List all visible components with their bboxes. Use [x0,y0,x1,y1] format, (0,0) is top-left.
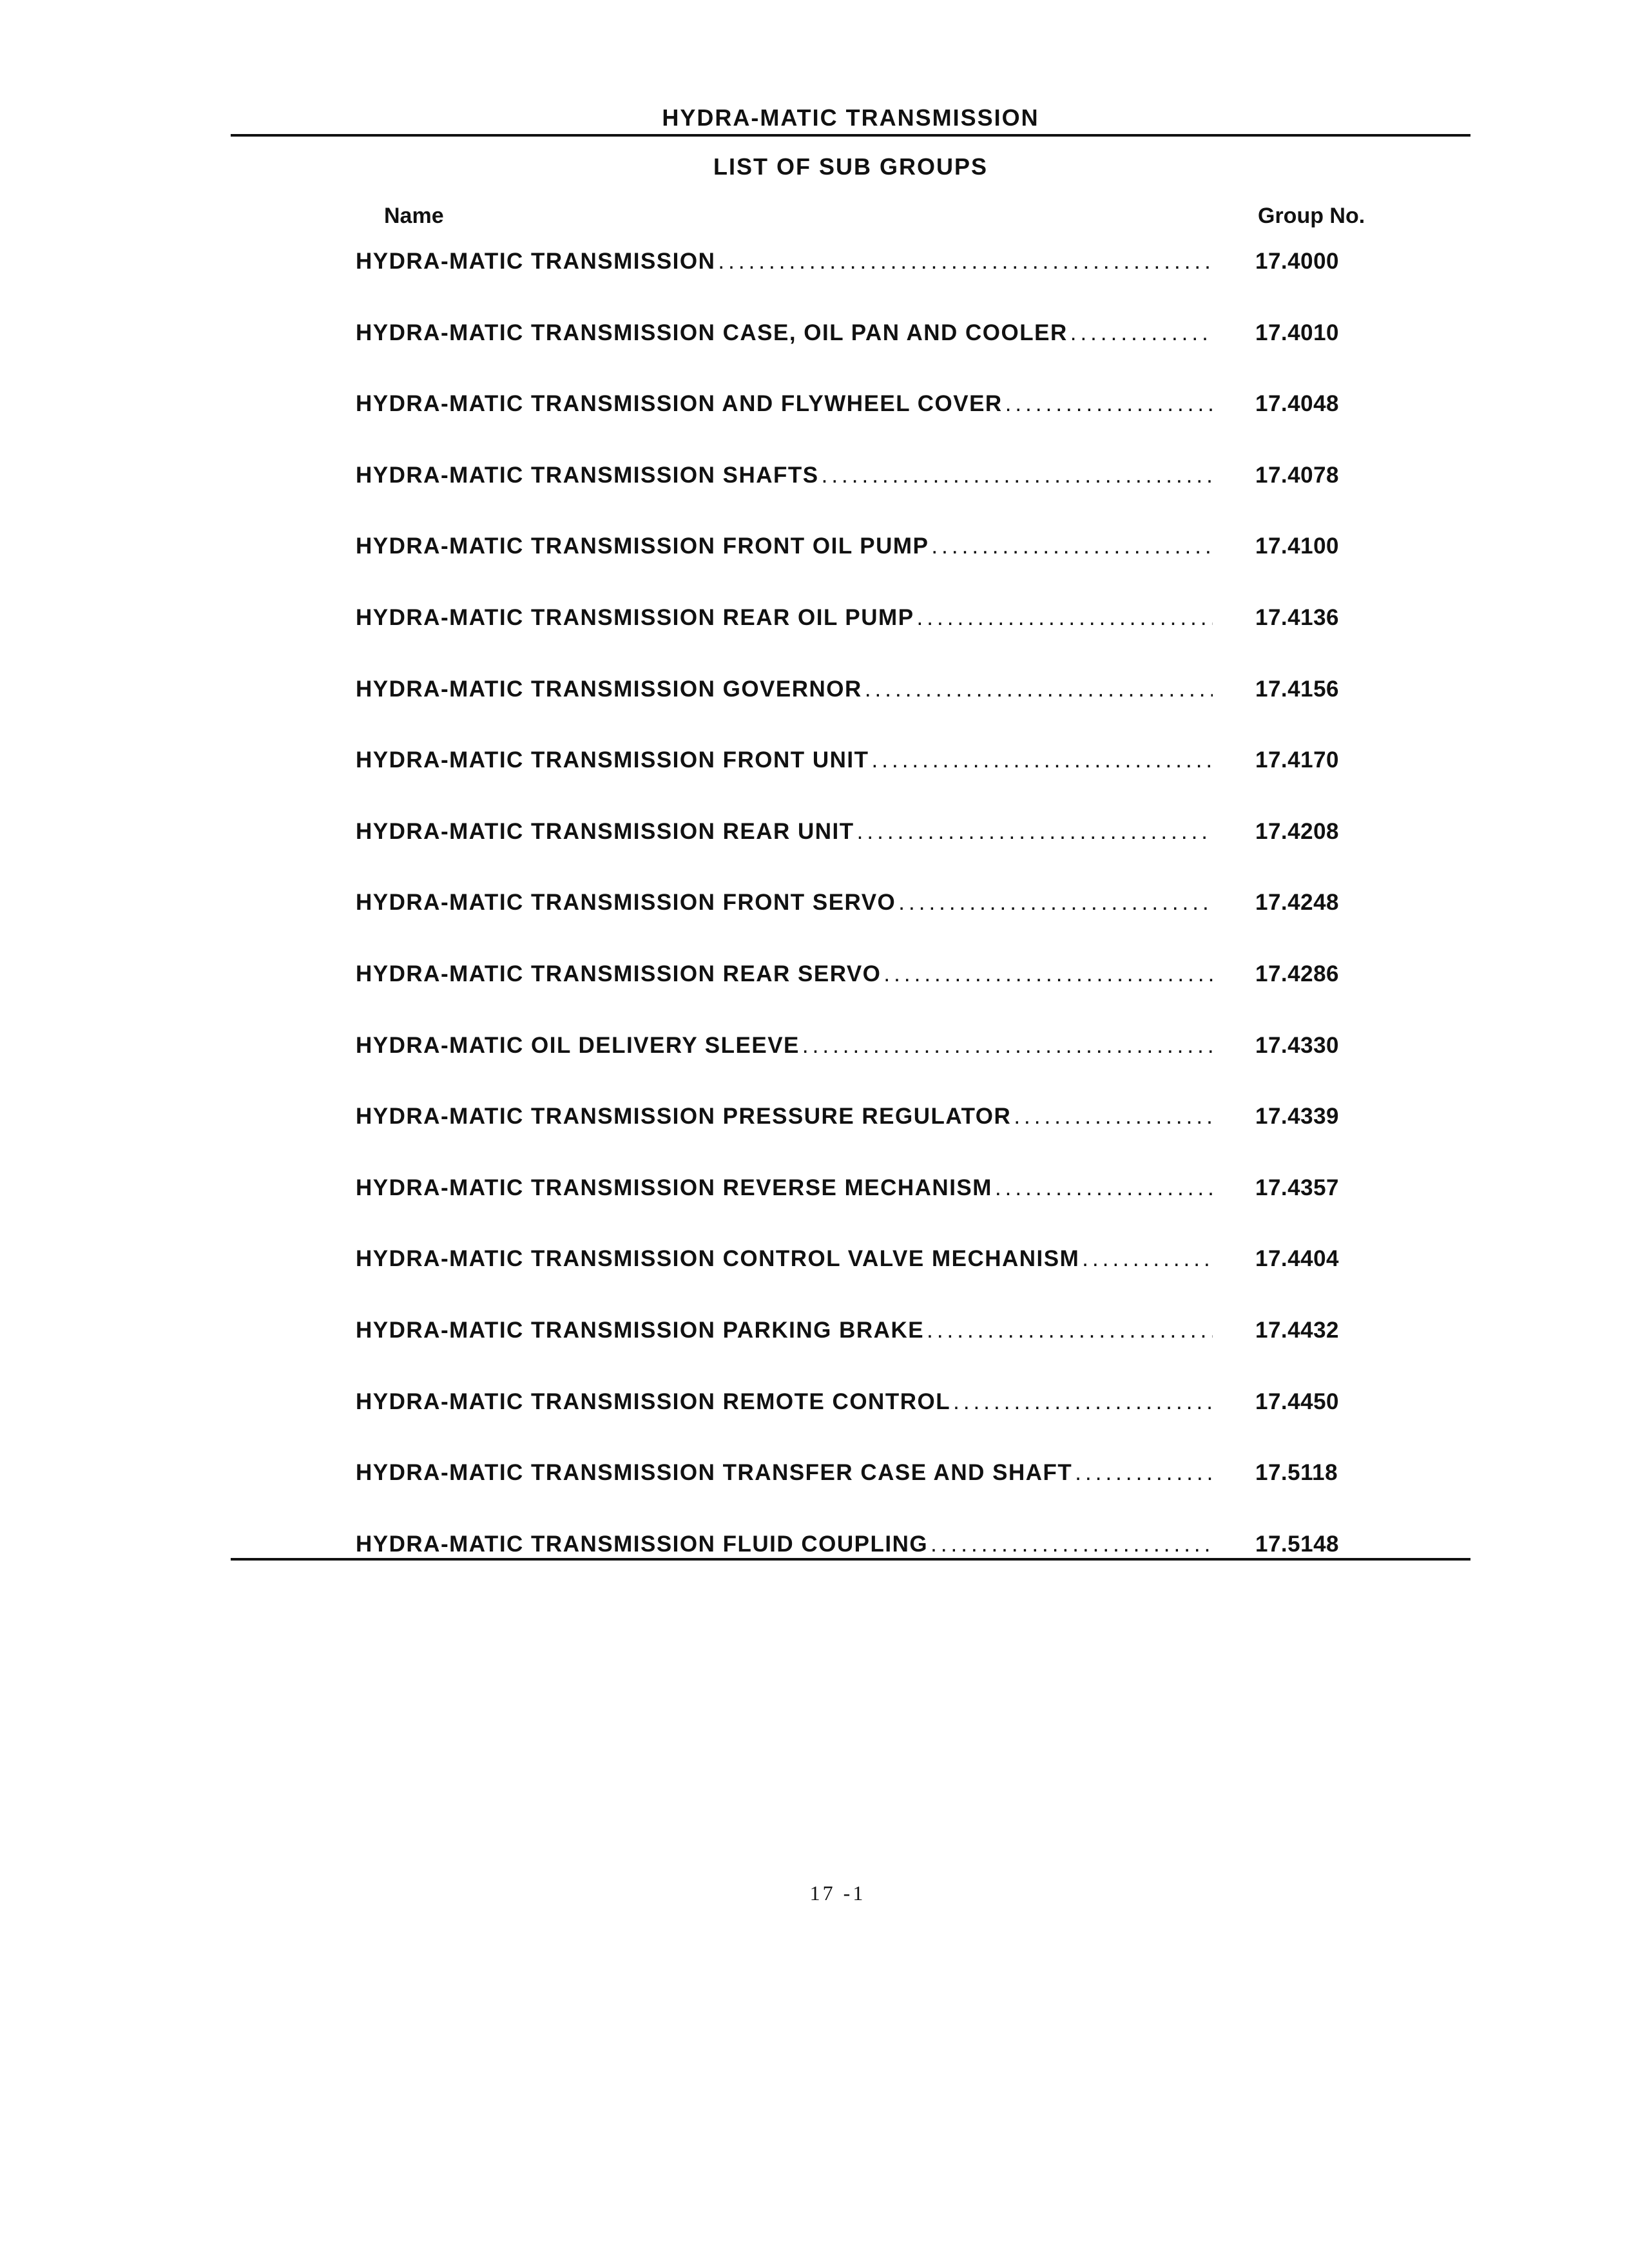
entry-group-number: 17.4357 [1255,1175,1340,1200]
list-item [356,746,1361,818]
dot-leader [1079,1245,1213,1273]
entry-name-cell [356,1245,1213,1273]
list-item [356,390,1361,461]
list-item [356,1245,1361,1316]
dot-leader [928,1530,1213,1559]
list-item [356,1316,1361,1388]
entry-group-number: 17.5148 [1255,1531,1340,1557]
dot-leader [950,1388,1213,1416]
entry-name-cell [356,1032,1213,1060]
page-number: 17 -1 [809,1881,866,1905]
entry-name-cell [356,675,1213,704]
dot-leader [924,1316,1213,1345]
list-item [356,319,1361,390]
entry-name-cell [356,1388,1213,1416]
list-item [356,247,1361,319]
entry-name: HYDRA-MATIC TRANSMISSION CONTROL VALVE MECHANISM [356,1246,1080,1272]
entry-name-cell [356,390,1213,418]
entry-name: HYDRA-MATIC TRANSMISSION FLUID COUPLING [356,1531,929,1557]
list-item [356,889,1361,960]
entry-name: HYDRA-MATIC TRANSMISSION FRONT UNIT [356,747,869,773]
dot-leader [914,604,1213,632]
entry-name: HYDRA-MATIC TRANSMISSION REVERSE MECHANISM [356,1175,992,1200]
column-header-name: Name [384,204,444,228]
entry-name-cell [356,532,1213,561]
entry-group-number: 17.4248 [1255,890,1340,916]
entry-name: HYDRA-MATIC TRANSMISSION SHAFTS [356,462,819,488]
list-item [356,1102,1361,1174]
entry-name-cell [356,247,1213,276]
header-divider [231,134,1470,137]
entry-group-number: 17.4404 [1255,1246,1340,1272]
entry-group-number: 17.5118 [1255,1460,1338,1486]
entry-group-number: 17.4156 [1255,676,1340,702]
entry-name-cell [356,604,1213,632]
entry-name: HYDRA-MATIC TRANSMISSION FRONT SERVO [356,890,896,916]
dot-leader [1011,1102,1213,1131]
entry-name-cell [356,960,1213,988]
entry-name: HYDRA-MATIC TRANSMISSION CASE, OIL PAN AND COOLER [356,320,1068,345]
list-item [356,1459,1361,1530]
dot-leader [881,960,1213,988]
entry-group-number: 17.4010 [1255,320,1340,345]
entry-name: HYDRA-MATIC TRANSMISSION [356,249,716,274]
footer-divider [231,1558,1470,1561]
entry-name-cell [356,461,1213,490]
list-item [356,461,1361,533]
entry-name-cell [356,746,1213,774]
entry-name: HYDRA-MATIC TRANSMISSION PRESSURE REGULATOR [356,1104,1012,1129]
page-title: HYDRA-MATIC TRANSMISSION [662,104,1039,131]
dot-leader [869,746,1213,774]
entry-name-cell [356,818,1213,846]
entry-name-cell [356,1459,1213,1487]
list-item [356,1174,1361,1245]
list-subtitle: LIST OF SUB GROUPS [713,153,988,180]
list-item [356,1530,1361,1602]
dot-leader [1072,1459,1213,1487]
entry-group-number: 17.4339 [1255,1104,1340,1129]
sub-group-list [356,247,1361,1601]
entry-group-number: 17.4100 [1255,533,1340,559]
entry-name: HYDRA-MATIC TRANSMISSION AND FLYWHEEL COVER [356,391,1003,417]
dot-leader [1003,390,1213,418]
entry-name: HYDRA-MATIC TRANSMISSION FRONT OIL PUMP [356,533,929,559]
entry-name: HYDRA-MATIC TRANSMISSION REAR UNIT [356,818,854,844]
dot-leader [929,532,1213,561]
dot-leader [819,461,1213,490]
entry-name-cell [356,889,1213,917]
entry-name-cell [356,319,1213,347]
entry-name: HYDRA-MATIC TRANSMISSION GOVERNOR [356,676,862,702]
entry-group-number: 17.4136 [1255,604,1340,630]
list-item [356,818,1361,889]
entry-group-number: 17.4000 [1255,249,1340,274]
dot-leader [854,818,1213,846]
list-item [356,1032,1361,1103]
dot-leader [800,1032,1213,1060]
entry-name-cell [356,1530,1213,1559]
list-item [356,1388,1361,1459]
dot-leader [715,247,1213,276]
list-item [356,960,1361,1032]
entry-name: HYDRA-MATIC TRANSMISSION TRANSFER CASE AND SHAFT [356,1460,1073,1486]
entry-group-number: 17.4078 [1255,462,1340,488]
entry-group-number: 17.4286 [1255,961,1340,986]
entry-group-number: 17.4208 [1255,818,1340,844]
dot-leader [1068,319,1213,347]
entry-name: HYDRA-MATIC TRANSMISSION REAR SERVO [356,961,882,986]
entry-name: HYDRA-MATIC TRANSMISSION PARKING BRAKE [356,1317,925,1343]
entry-group-number: 17.4450 [1255,1389,1340,1414]
column-header-group: Group No. [1258,204,1365,228]
entry-group-number: 17.4330 [1255,1032,1340,1058]
list-item [356,604,1361,675]
entry-group-number: 17.4432 [1255,1317,1340,1343]
dot-leader [862,675,1213,704]
list-item [356,532,1361,604]
entry-group-number: 17.4048 [1255,391,1340,417]
dot-leader [992,1174,1213,1202]
entry-group-number: 17.4170 [1255,747,1340,773]
entry-name: HYDRA-MATIC OIL DELIVERY SLEEVE [356,1032,800,1058]
entry-name-cell [356,1102,1213,1131]
entry-name-cell [356,1174,1213,1202]
dot-leader [896,889,1213,917]
list-item [356,675,1361,747]
entry-name: HYDRA-MATIC TRANSMISSION REAR OIL PUMP [356,604,914,630]
entry-name: HYDRA-MATIC TRANSMISSION REMOTE CONTROL [356,1389,951,1414]
entry-name-cell [356,1316,1213,1345]
